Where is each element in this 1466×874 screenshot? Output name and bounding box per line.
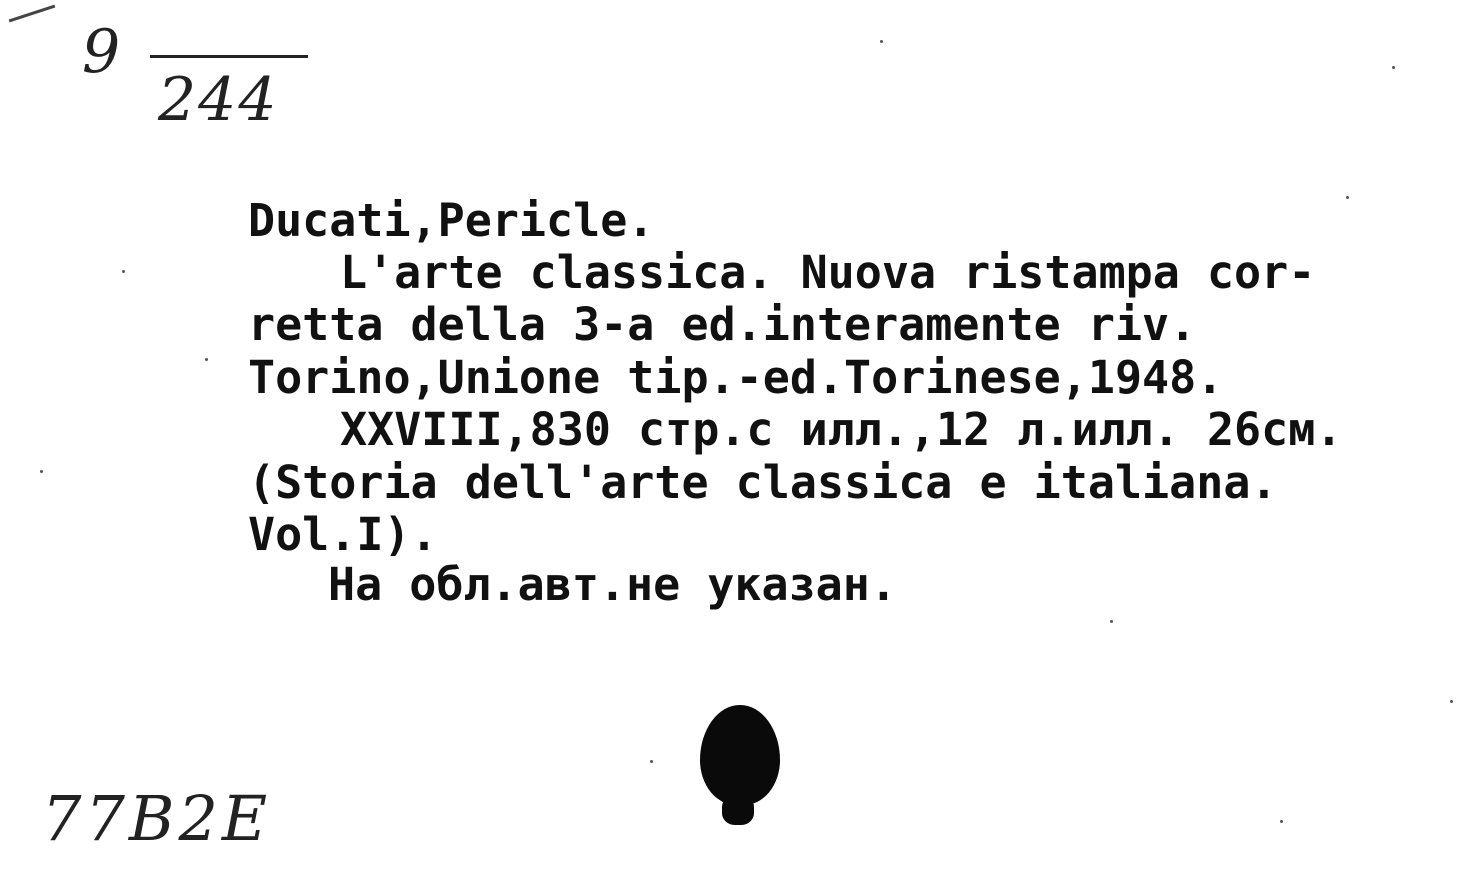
speck	[880, 40, 883, 43]
speck	[1392, 66, 1395, 69]
speck	[650, 760, 653, 763]
collation-line: XXVIII,830 стр.с илл.,12 л.илл. 26см.	[340, 403, 1343, 456]
series-line-1: (Storia dell'arte classica e italiana.	[248, 456, 1278, 509]
speck	[40, 470, 43, 473]
inventory-number: 77B2E	[42, 782, 272, 855]
note-line: На обл.авт.не указан.	[328, 558, 897, 611]
punch-hole-notch	[722, 795, 754, 825]
speck	[1346, 196, 1349, 199]
series-line-2: Vol.I).	[248, 508, 438, 561]
author-heading: Ducati,Pericle.	[248, 194, 655, 247]
imprint-line: Torino,Unione tip.-ed.Torinese,1948.	[248, 351, 1224, 404]
speck	[1110, 620, 1113, 623]
shelf-mark-number: 9	[82, 17, 123, 87]
speck	[122, 270, 125, 273]
corner-mark	[9, 5, 56, 23]
speck	[1280, 820, 1283, 823]
shelf-mark-fraction-line	[150, 55, 308, 58]
shelf-mark-denominator: 244	[158, 65, 279, 135]
title-line-2: retta della 3-a ed.interamente riv.	[248, 298, 1197, 351]
title-line-1: L'arte classica. Nuova ristampa cor-	[340, 246, 1316, 299]
speck	[205, 358, 208, 361]
speck	[1450, 700, 1453, 703]
punch-hole	[700, 705, 780, 805]
